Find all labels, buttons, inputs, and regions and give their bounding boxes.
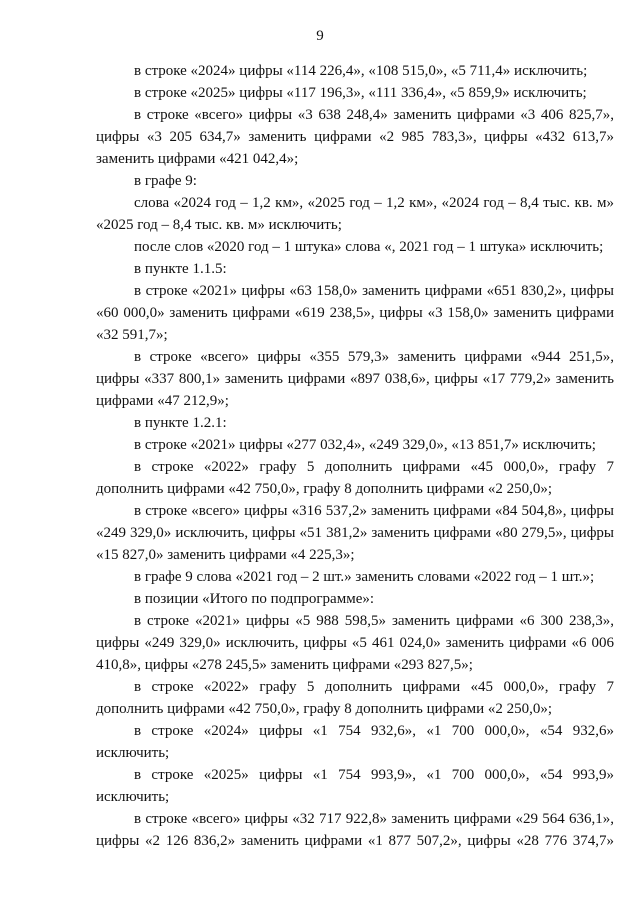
- paragraph-2: в строке «2025» цифры «117 196,3», «111 336,4», «5 859,9» исключить;: [134, 85, 587, 101]
- paragraph-14: в графе 9 слова «2021 год – 2 шт.» заменить словами «2022 год – 1 шт.»;: [134, 569, 595, 585]
- paragraph-18: в строке «2024» цифры «1 754 932,6», «1 700 000,0», «54 932,6» исключить;: [96, 723, 614, 761]
- paragraph-8: в строке «2021» цифры «63 158,0» заменить цифрами «651 830,2», цифры «60 000,0» заменить цифрами «619 238,5», цифры «3 158,0» заменить цифрами «32 591,7»;: [96, 283, 614, 343]
- paragraph-5: слова «2024 год – 1,2 км», «2025 год – 1,2 км», «2024 год – 8,4 тыс. кв. м» «2025 год – 8,4 тыс. кв. м» исключить;: [96, 195, 614, 233]
- paragraph-17: в строке «2022» графу 5 дополнить цифрами «45 000,0», графу 7 дополнить цифрами «42 750,0», графу 8 дополнить цифрами «2 250,0»;: [96, 679, 614, 717]
- paragraph-20: в строке «всего» цифры «32 717 922,8» заменить цифрами «29 564 636,1», цифры «2 126 836,2» заменить цифрами «1 877 507,2», цифры «28 776 374,7»: [96, 811, 614, 849]
- document-body: [96, 60, 614, 852]
- paragraph-15: в позиции «Итого по подпрограмме»:: [134, 591, 375, 607]
- paragraph-12: в строке «2022» графу 5 дополнить цифрами «45 000,0», графу 7 дополнить цифрами «42 750,0», графу 8 дополнить цифрами «2 250,0»;: [96, 459, 614, 497]
- paragraph-7: в пункте 1.1.5:: [134, 261, 227, 277]
- paragraph-9: в строке «всего» цифры «355 579,3» заменить цифрами «944 251,5», цифры «337 800,1» заменить цифрами «897 038,6», цифры «17 779,2» заменить цифрами «47 212,9»;: [96, 349, 614, 409]
- paragraph-11: в строке «2021» цифры «277 032,4», «249 329,0», «13 851,7» исключить;: [134, 437, 596, 453]
- paragraph-19: в строке «2025» цифры «1 754 993,9», «1 700 000,0», «54 993,9» исключить;: [96, 767, 614, 805]
- paragraph-4: в графе 9:: [134, 173, 197, 189]
- page-number: 9: [316, 28, 324, 44]
- paragraph-1: в строке «2024» цифры «114 226,4», «108 515,0», «5 711,4» исключить;: [134, 63, 588, 79]
- paragraph-16: в строке «2021» цифры «5 988 598,5» заменить цифрами «6 300 238,3», цифры «249 329,0» исключить, цифры «5 461 024,0» заменить цифрами «6 006 410,8», цифры «278 245,5» заменить цифрами «293 827,5»;: [96, 613, 614, 673]
- paragraph-3: в строке «всего» цифры «3 638 248,4» заменить цифрами «3 406 825,7», цифры «3 205 634,7» заменить цифрами «2 985 783,3», цифры «432 613,7» заменить цифрами «421 042,4»;: [96, 107, 614, 167]
- paragraph-6: после слов «2020 год – 1 штука» слова «, 2021 год – 1 штука» исключить;: [134, 239, 604, 255]
- paragraph-13: в строке «всего» цифры «316 537,2» заменить цифрами «84 504,8», цифры «249 329,0» исключить, цифры «51 381,2» заменить цифрами «80 279,5», цифры «15 827,0» заменить цифрами «4 225,3»;: [96, 503, 614, 563]
- paragraph-10: в пункте 1.2.1:: [134, 415, 227, 431]
